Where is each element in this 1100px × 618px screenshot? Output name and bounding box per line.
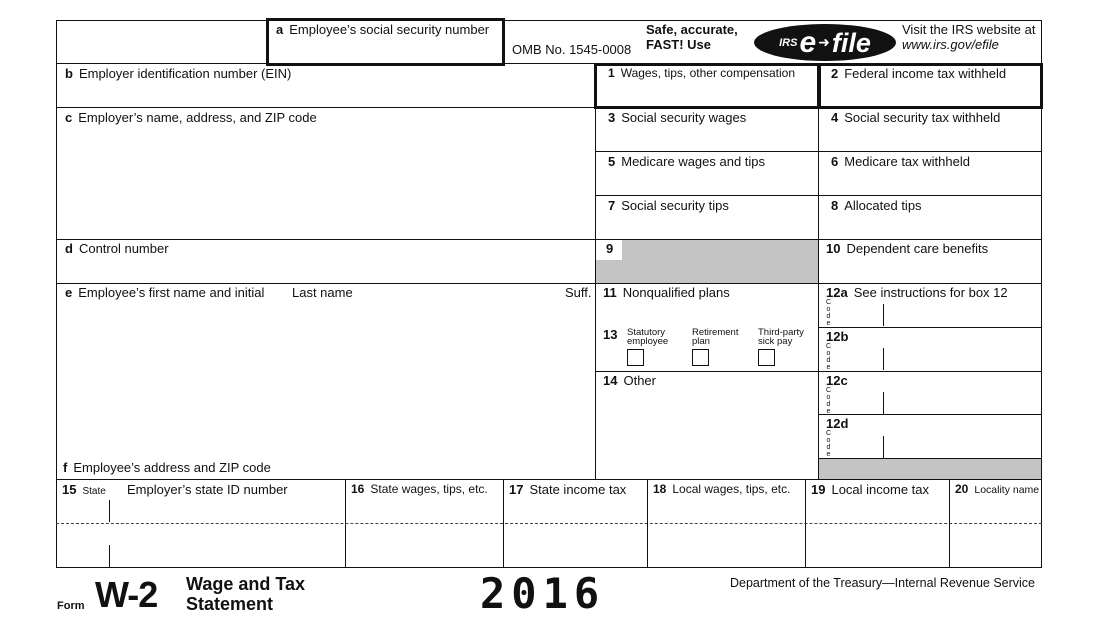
box-18-label: 18 Local wages, tips, etc. bbox=[653, 482, 791, 496]
box-b-field[interactable] bbox=[57, 64, 594, 106]
box-12d-label: 12d bbox=[826, 416, 849, 431]
box-e-suffix: Suff. bbox=[565, 285, 592, 300]
efile-irs-text: IRS bbox=[779, 36, 798, 49]
box-15-label: 15 State bbox=[62, 482, 106, 497]
visit-line-1: Visit the IRS website at bbox=[902, 22, 1036, 37]
box-10-label: 10 Dependent care benefits bbox=[826, 241, 989, 256]
box-c-label: c Employer’s name, address, and ZIP code bbox=[65, 110, 317, 125]
code-divider bbox=[883, 348, 884, 370]
form-title-line-1: Wage and Tax bbox=[186, 574, 306, 594]
divider bbox=[56, 479, 1042, 480]
box-7-label: 7 Social security tips bbox=[608, 198, 729, 213]
box-2-label: 2 Federal income tax withheld bbox=[831, 66, 1007, 81]
retirement-plan-checkbox[interactable] bbox=[692, 349, 709, 366]
box-12a-label: 12a See instructions for box 12 bbox=[826, 285, 1008, 300]
box-c-field[interactable] bbox=[57, 128, 594, 238]
box-e-last-name: Last name bbox=[292, 285, 353, 300]
visit-line-2: www.irs.gov/efile bbox=[902, 37, 999, 52]
box-f-label: f Employee’s address and ZIP code bbox=[63, 460, 271, 475]
form-name: W-2 bbox=[95, 574, 158, 615]
box-9-label: 9 bbox=[606, 241, 614, 256]
box-12b-label: 12b bbox=[826, 329, 849, 344]
divider bbox=[56, 283, 1042, 284]
box-13-label: 13 bbox=[603, 327, 618, 342]
retirement-plan-label: Retirement plan bbox=[692, 327, 739, 347]
divider bbox=[109, 500, 110, 522]
form-title-line-2: Statement bbox=[186, 594, 274, 614]
box-14-label: 14 Other bbox=[603, 373, 656, 388]
box-9-shaded bbox=[622, 240, 818, 262]
third-party-sick-pay-label: Third-party sick pay bbox=[758, 327, 804, 347]
statutory-employee-label: Statutory employee bbox=[627, 327, 669, 347]
dashed-divider bbox=[56, 523, 1042, 524]
code-label: C o d e bbox=[825, 430, 832, 458]
box-20-label: 20 Locality name bbox=[955, 482, 1040, 496]
divider bbox=[805, 479, 806, 568]
tax-year: 2016 bbox=[480, 569, 606, 618]
box-15-id-label: Employer’s state ID number bbox=[127, 482, 288, 497]
code-divider bbox=[883, 304, 884, 326]
box-19-label: 19 Local income tax bbox=[811, 482, 930, 497]
code-divider bbox=[883, 436, 884, 458]
box-5-label: 5 Medicare wages and tips bbox=[608, 154, 766, 169]
divider bbox=[647, 479, 648, 568]
irs-efile-logo bbox=[754, 24, 896, 61]
code-label: C o d e bbox=[825, 387, 832, 415]
safe-line-1: Safe, accurate, bbox=[646, 22, 738, 37]
divider bbox=[56, 239, 1042, 240]
box-3-label: 3 Social security wages bbox=[608, 110, 747, 125]
box-12-shaded bbox=[819, 459, 1041, 479]
box-d-label: d Control number bbox=[65, 241, 169, 256]
efile-file-text: file bbox=[831, 27, 871, 58]
statutory-employee-checkbox[interactable] bbox=[627, 349, 644, 366]
efile-e-text: e bbox=[799, 25, 817, 59]
box-12c-label: 12c bbox=[826, 373, 848, 388]
divider bbox=[818, 414, 1042, 415]
divider bbox=[109, 545, 110, 567]
divider bbox=[818, 327, 1042, 328]
form-word: Form bbox=[57, 600, 85, 612]
divider bbox=[345, 479, 346, 568]
divider bbox=[818, 63, 819, 479]
box-17-label: 17 State income tax bbox=[509, 482, 627, 497]
code-label: C o d e bbox=[825, 299, 832, 327]
efile-arrow-icon: ➜ bbox=[818, 34, 830, 50]
box-a-label: a Employee’s social security number bbox=[276, 22, 490, 37]
box-9-shaded bbox=[596, 260, 818, 283]
code-divider bbox=[883, 392, 884, 414]
divider bbox=[503, 479, 504, 568]
box-b-label: b Employer identification number (EIN) bbox=[65, 66, 292, 81]
box-e-field[interactable] bbox=[57, 302, 594, 452]
box-4-label: 4 Social security tax withheld bbox=[831, 110, 1001, 125]
third-party-sick-pay-checkbox[interactable] bbox=[758, 349, 775, 366]
box-6-label: 6 Medicare tax withheld bbox=[831, 154, 970, 169]
box-8-label: 8 Allocated tips bbox=[831, 198, 922, 213]
code-label: C o d e bbox=[825, 343, 832, 371]
divider bbox=[949, 479, 950, 568]
box-d-field[interactable] bbox=[57, 258, 594, 282]
box-16-label: 16 State wages, tips, etc. bbox=[351, 482, 488, 496]
safe-line-2: FAST! Use bbox=[646, 37, 712, 52]
box-11-label: 11 Nonqualified plans bbox=[603, 285, 730, 300]
box-1-label: 1 Wages, tips, other compensation bbox=[608, 66, 795, 80]
omb-number: OMB No. 1545-0008 bbox=[512, 42, 632, 57]
box-e-label: e Employee’s first name and initial bbox=[65, 285, 265, 300]
department-text: Department of the Treasury—Internal Revenue Service bbox=[730, 576, 1036, 590]
